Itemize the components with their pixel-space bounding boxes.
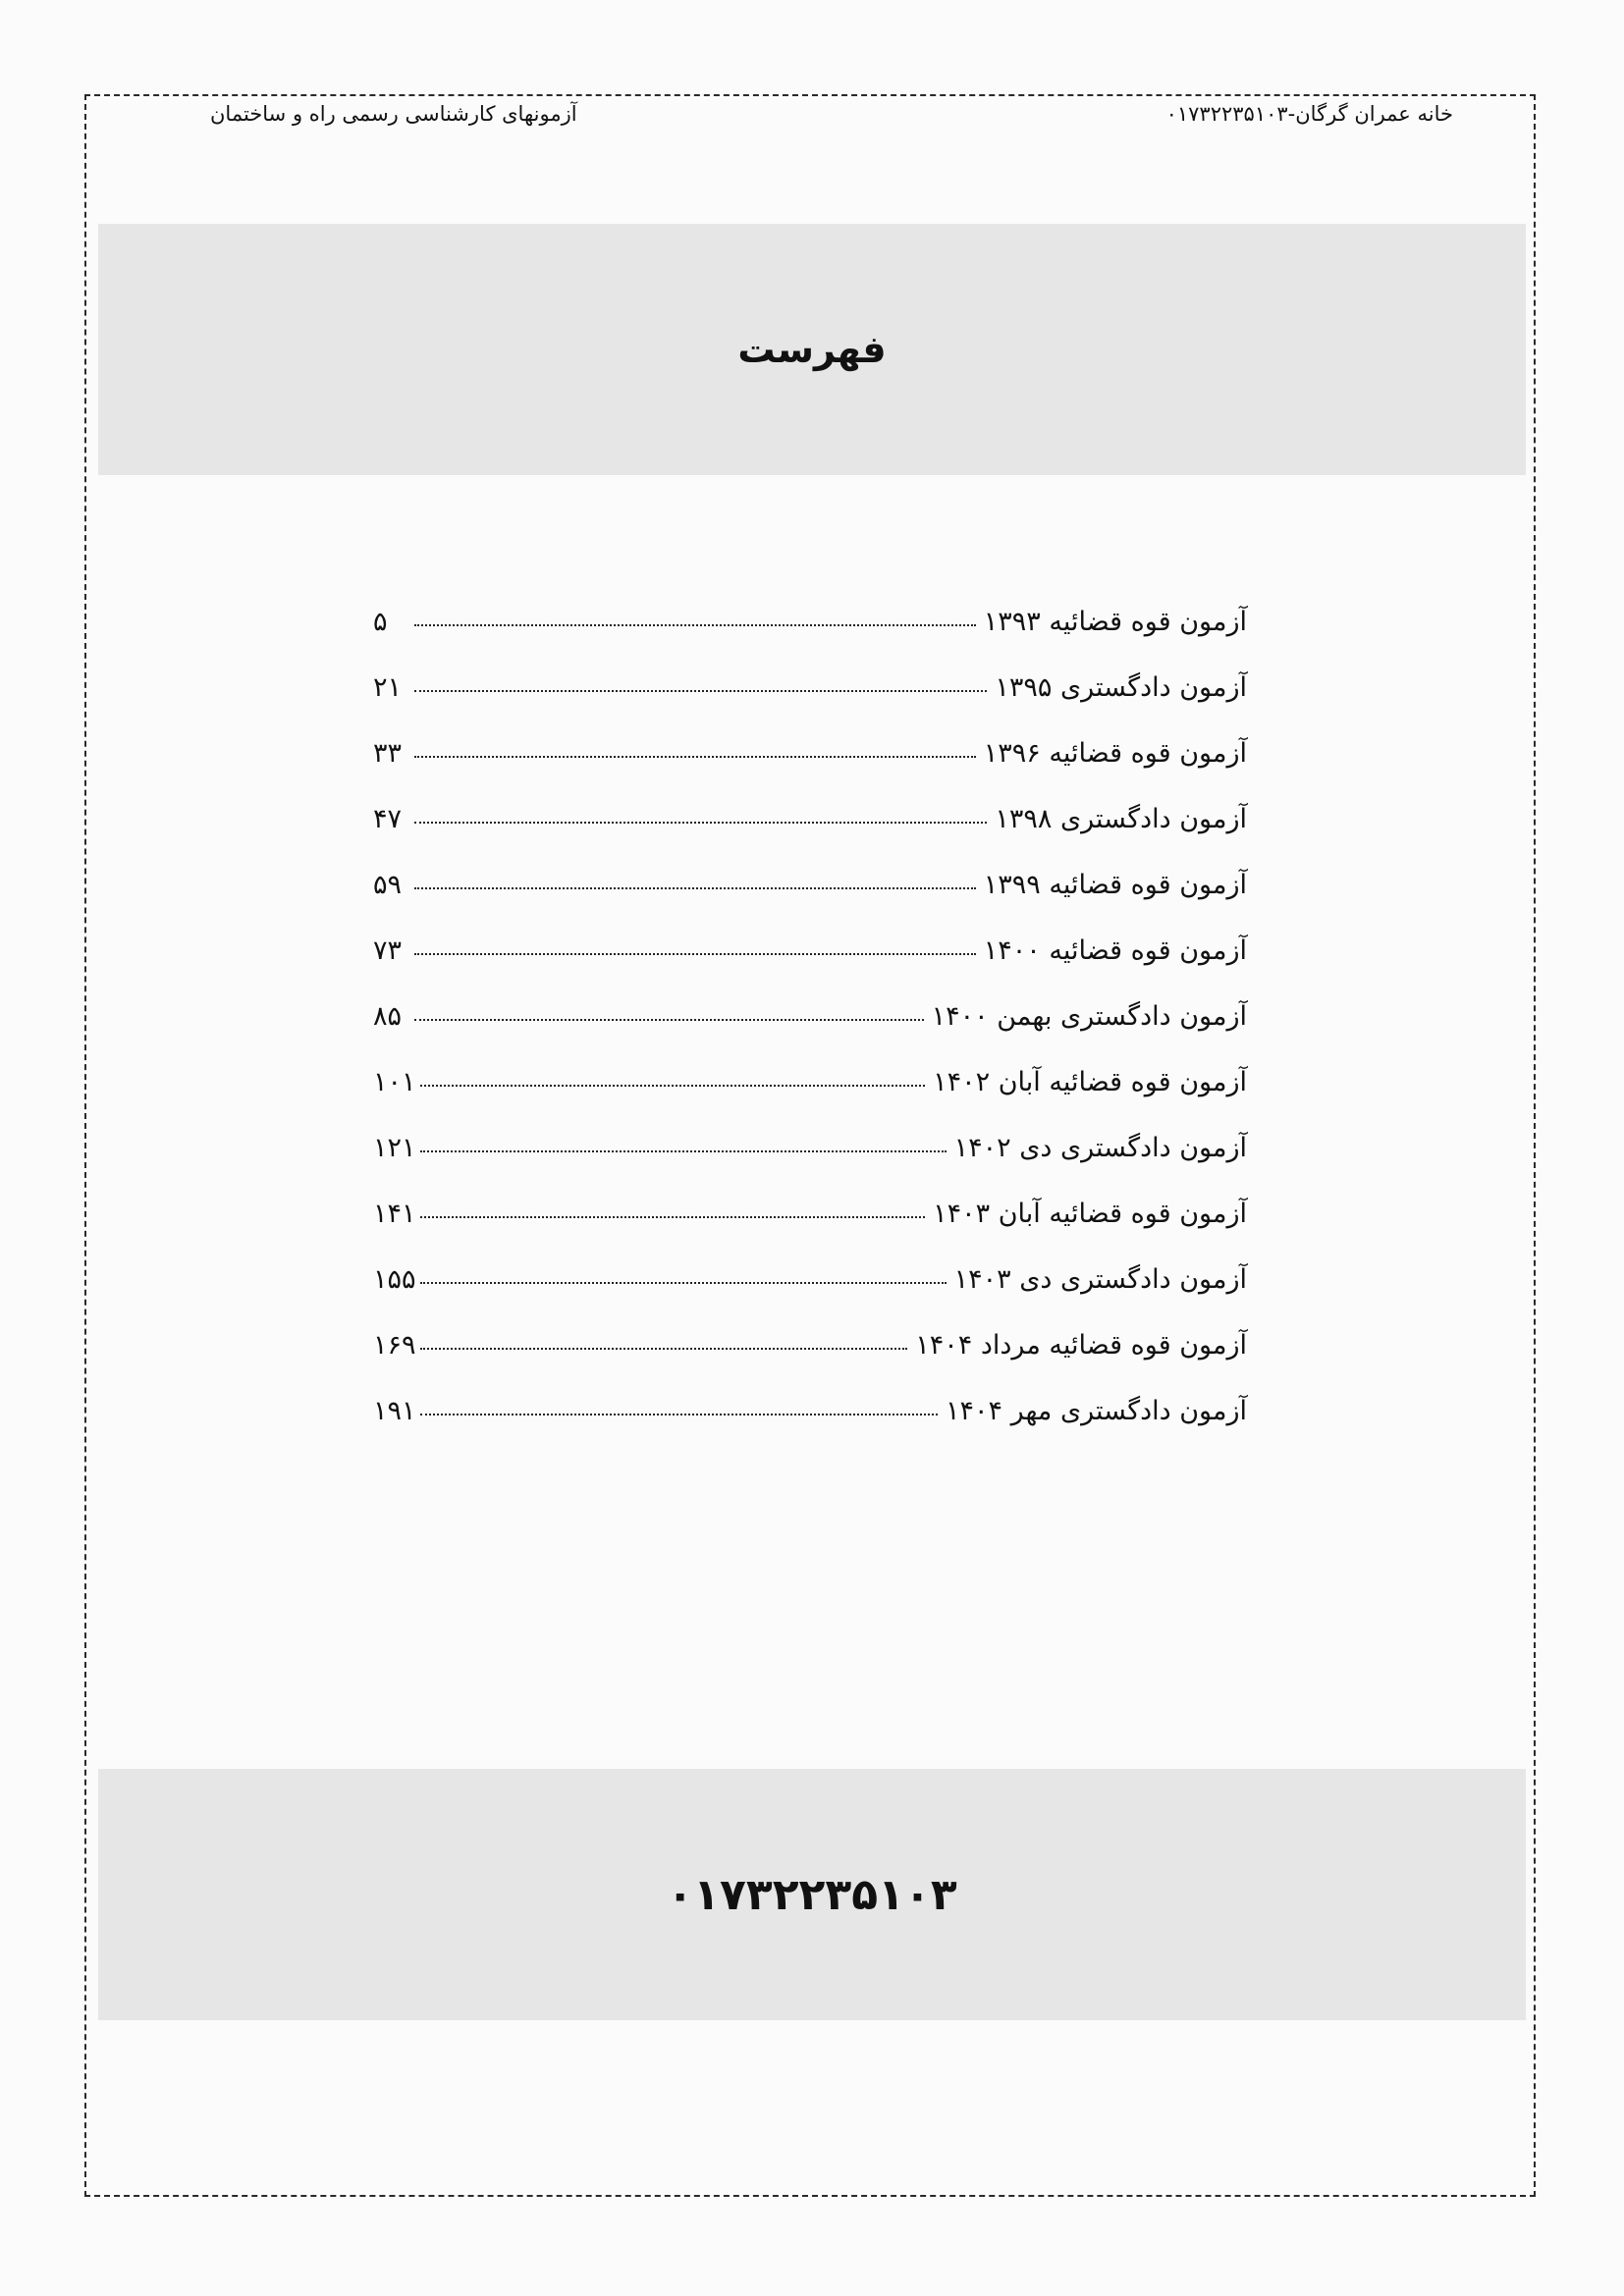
toc-entry[interactable] [373, 738, 1247, 804]
header-publisher-phone: خانه عمران گرگان-۰۱۷۳۲۲۳۵۱۰۳ [1165, 102, 1453, 126]
toc-entry-title: آزمون دادگستری مهر ۱۴۰۴ [945, 1396, 1247, 1426]
toc-entry-page: ۵۹ [373, 870, 403, 900]
toc-entry-title: آزمون قوه قضائیه ۱۳۹۳ [983, 607, 1247, 637]
toc-entry[interactable] [373, 804, 1247, 870]
toc-entry[interactable] [373, 1330, 1247, 1396]
toc-entry[interactable] [373, 1133, 1247, 1199]
toc-entry[interactable] [373, 1199, 1247, 1264]
toc-entry[interactable] [373, 1001, 1247, 1067]
toc-entry-page: ۱۴۱ [373, 1199, 416, 1229]
toc-entry-page: ۱۲۱ [373, 1133, 416, 1163]
table-of-contents [373, 607, 1247, 1462]
toc-entry[interactable] [373, 1067, 1247, 1133]
toc-entry-page: ۳۳ [373, 738, 403, 769]
toc-entry[interactable] [373, 672, 1247, 738]
toc-leader-dots [414, 953, 976, 955]
toc-leader-dots [420, 1414, 938, 1415]
toc-leader-dots [414, 1019, 924, 1021]
toc-leader-dots [420, 1150, 947, 1152]
toc-leader-dots [414, 822, 987, 824]
toc-leader-dots [414, 690, 987, 692]
toc-entry-page: ۱۰۱ [373, 1067, 416, 1097]
footer-band [98, 1769, 1526, 2020]
toc-entry-page: ۲۱ [373, 672, 403, 703]
toc-entry-title: آزمون قوه قضائیه مرداد ۱۴۰۴ [915, 1330, 1247, 1361]
page-header [98, 102, 1522, 141]
toc-entry[interactable] [373, 935, 1247, 1001]
toc-entry-title: آزمون دادگستری ۱۳۹۵ [995, 672, 1247, 703]
toc-entry-title: آزمون قوه قضائیه ۱۳۹۶ [983, 738, 1247, 769]
toc-entry[interactable] [373, 870, 1247, 935]
toc-entry-page: ۱۶۹ [373, 1330, 416, 1361]
title-band [98, 224, 1526, 475]
toc-leader-dots [420, 1085, 926, 1087]
toc-entry-title: آزمون دادگستری ۱۳۹۸ [995, 804, 1247, 834]
header-book-title: آزمونهای کارشناسی رسمی راه و ساختمان [210, 102, 577, 126]
toc-entry-title: آزمون دادگستری بهمن ۱۴۰۰ [931, 1001, 1247, 1032]
toc-entry[interactable] [373, 607, 1247, 672]
toc-leader-dots [420, 1348, 908, 1350]
toc-entry-title: آزمون دادگستری دی ۱۴۰۲ [953, 1133, 1247, 1163]
toc-entry-page: ۱۹۱ [373, 1396, 416, 1426]
toc-entry-title: آزمون قوه قضائیه آبان ۱۴۰۳ [933, 1199, 1247, 1229]
toc-leader-dots [414, 624, 976, 626]
toc-entry-title: آزمون دادگستری دی ۱۴۰۳ [953, 1264, 1247, 1295]
toc-entry[interactable] [373, 1264, 1247, 1330]
footer-phone-number: ۰۱۷۳۲۲۳۵۱۰۳ [667, 1869, 957, 1920]
toc-entry-page: ۱۵۵ [373, 1264, 416, 1295]
toc-entry-title: آزمون قوه قضائیه آبان ۱۴۰۲ [933, 1067, 1247, 1097]
toc-entry-page: ۴۷ [373, 804, 403, 834]
toc-entry-title: آزمون قوه قضائیه ۱۳۹۹ [983, 870, 1247, 900]
toc-leader-dots [420, 1282, 947, 1284]
toc-leader-dots [420, 1216, 926, 1218]
toc-leader-dots [414, 887, 976, 889]
toc-entry-page: ۷۳ [373, 935, 403, 966]
toc-leader-dots [414, 756, 976, 758]
page-title: فهرست [737, 328, 887, 371]
toc-entry[interactable] [373, 1396, 1247, 1462]
toc-entry-page: ۸۵ [373, 1001, 403, 1032]
toc-entry-page: ۵ [373, 607, 388, 637]
toc-entry-title: آزمون قوه قضائیه ۱۴۰۰ [983, 935, 1247, 966]
